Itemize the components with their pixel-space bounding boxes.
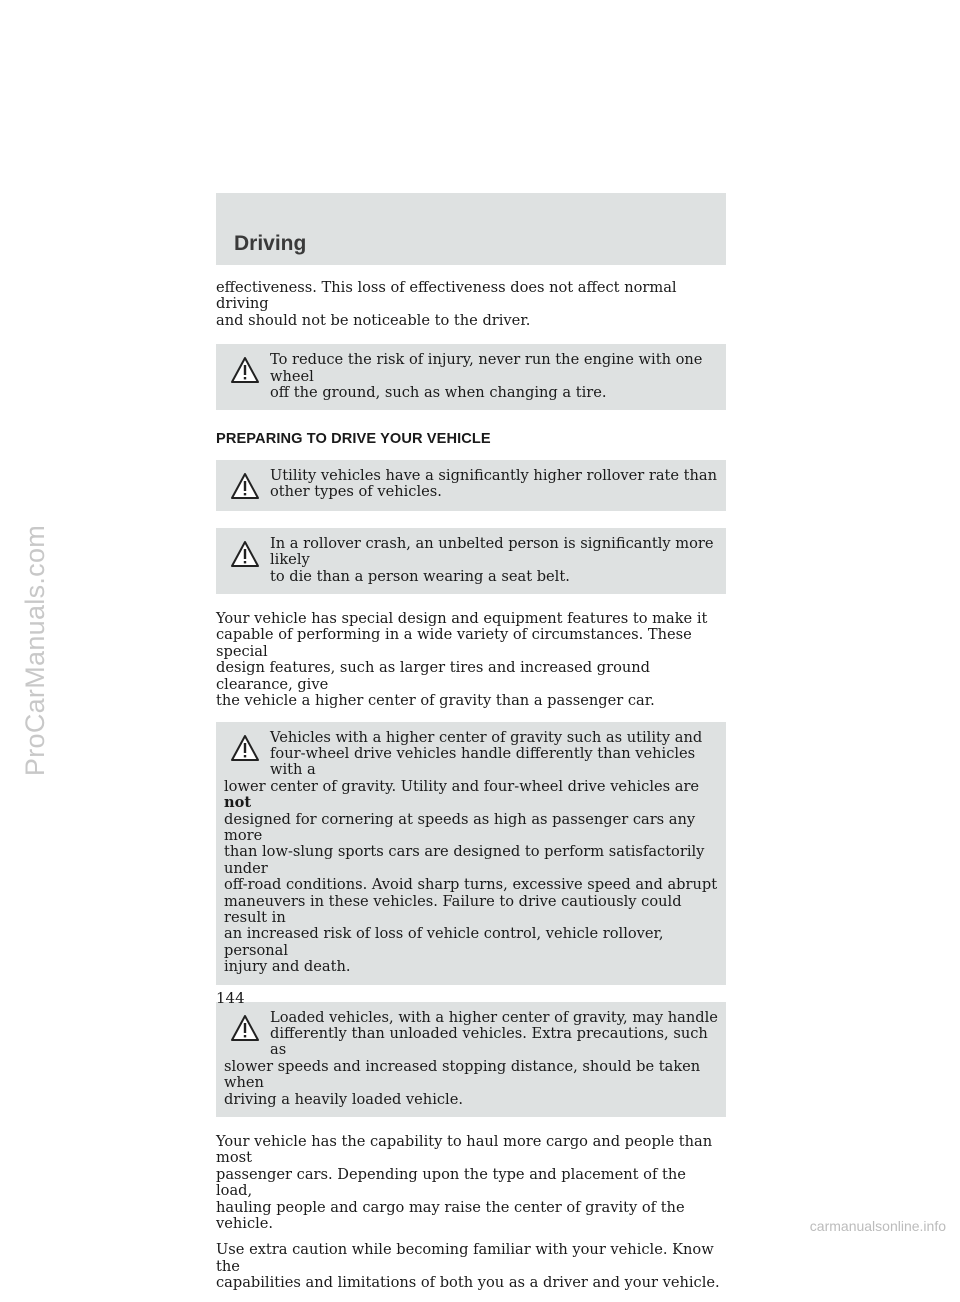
page-content [216,280,726,1302]
emphasis-not: not [224,794,252,812]
warning-triangle-icon [230,734,260,762]
warning-text: To reduce the risk of injury, never run the engine with one wheel off the ground, such as when changing a tire. [270,351,703,402]
watermark-text: ProCarManuals.com [20,524,51,776]
warning-triangle-icon [230,356,260,384]
cargo-paragraph: Your vehicle has the capability to haul more cargo and people than most passenger cars. Depending upon the type and placement of the load, hauling people and cargo may raise the center of gravity of the vehicle. [216,1133,713,1233]
warning-box-center-of-gravity [216,722,726,985]
warning-box-seat-belt [216,528,726,594]
warning-triangle-icon [230,472,260,500]
design-features-paragraph: Your vehicle has special design and equipment features to make it capable of performing in a wide variety of circumstances. These special design features, such as larger tires and increased ground clearance, give the vehicle a higher center of gravity than a passenger car. [216,610,708,710]
warning-box-engine [216,344,726,410]
footer-url: carmanualsonline.info [809,1218,946,1234]
warning-box-rollover-rate [216,460,726,511]
warning-text: In a rollover crash, an unbelted person is significantly more likely to die than a person wearing a seat belt. [270,534,714,585]
warning-text: Loaded vehicles, with a higher center of gravity, may handle differently than unloaded vehicles. Extra precautions, such as slower speeds and increased stopping distance, should be taken when driving a heavily loaded vehicle. [224,1008,718,1108]
warning-text: Vehicles with a higher center of gravity such as utility and four-wheel drive vehicles handle differently than vehicles with a lower center of gravity. Utility and four-wheel drive vehicles are not designed for cornering at speeds as high as passenger cars any more than low-slung sports cars are designed to perform satisfactorily under off-road conditions. Avoid sharp turns, excessive speed and abrupt maneuvers in these vehicles. Failure to drive cautiously could result in an increased risk of loss of vehicle control, vehicle rollover, personal injury and death. [224,728,718,976]
warning-box-loaded-vehicles [216,1002,726,1117]
warning-triangle-icon [230,540,260,568]
warning-triangle-icon [230,1014,260,1042]
caution-paragraph: Use extra caution while becoming familiar with your vehicle. Know the capabilities and limitations of both you as a driver and your vehicle. [216,1241,720,1292]
section-heading: PREPARING TO DRIVE YOUR VEHICLE [216,431,491,448]
page-number: 144 [216,989,245,1007]
warning-text: Utility vehicles have a significantly higher rollover rate than other types of vehicles. [270,466,718,501]
section-title: Driving [234,232,307,255]
watermark [8,420,64,880]
intro-paragraph: effectiveness. This loss of effectiveness does not affect normal driving and should not be noticeable to the driver. [216,279,677,329]
